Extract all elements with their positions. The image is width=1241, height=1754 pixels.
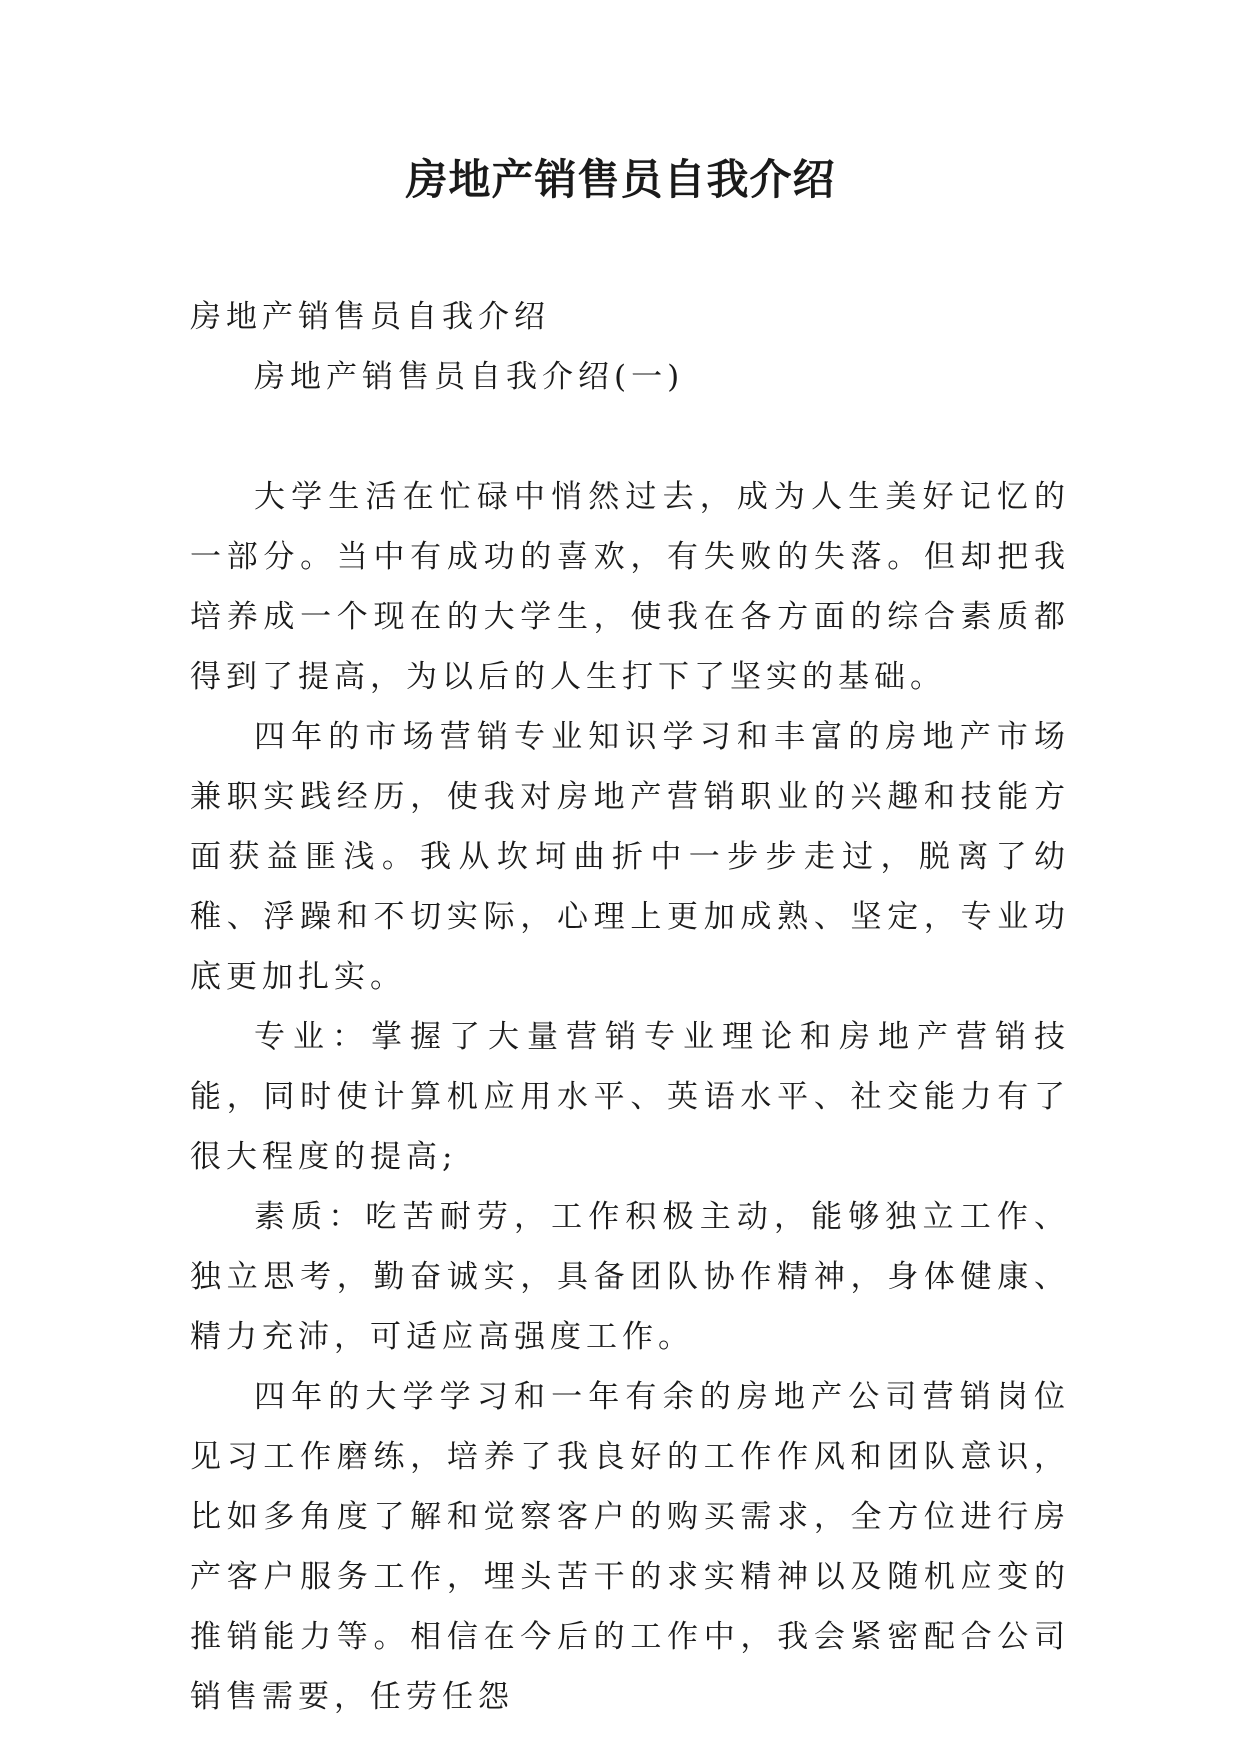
paragraph-quality: 素质：吃苦耐劳，工作积极主动，能够独立工作、独立思考，勤奋诚实，具备团队协作精神，身体健康、精力充沛，可适应高强度工作。	[190, 1199, 1070, 1355]
paragraph-college-life: 大学生活在忙碌中悄然过去，成为人生美好记忆的一部分。当中有成功的喜欢，有失败的失落。但却把我培养成一个现在的大学生，使我在各方面的综合素质都得到了提高，为以后的人生打下了坚实的基础。	[190, 479, 1070, 695]
document-body	[190, 287, 1070, 1727]
paragraph-marketing-study: 四年的市场营销专业知识学习和丰富的房地产市场兼职实践经历，使我对房地产营销职业的兴趣和技能方面获益匪浅。我从坎坷曲折中一步步走过，脱离了幼稚、浮躁和不切实际，心理上更加成熟、坚定，专业功底更加扎实。	[190, 719, 1070, 995]
document-title: 房地产销售员自我介绍	[405, 155, 836, 204]
paragraph-gap	[190, 407, 1070, 467]
paragraph-work-experience: 四年的大学学习和一年有余的房地产公司营销岗位见习工作磨练，培养了我良好的工作作风和团队意识，比如多角度了解和觉察客户的购买需求，全方位进行房产客户服务工作，埋头苦干的求实精神以及随机应变的推销能力等。相信在今后的工作中，我会紧密配合公司销售需要，任劳任怨	[190, 1379, 1070, 1715]
paragraph-professional: 专业：掌握了大量营销专业理论和房地产营销技能，同时使计算机应用水平、英语水平、社交能力有了很大程度的提高;	[190, 1019, 1070, 1175]
document-subtitle: 房地产销售员自我介绍	[190, 299, 550, 335]
section-heading: 房地产销售员自我介绍(一)	[254, 359, 685, 395]
